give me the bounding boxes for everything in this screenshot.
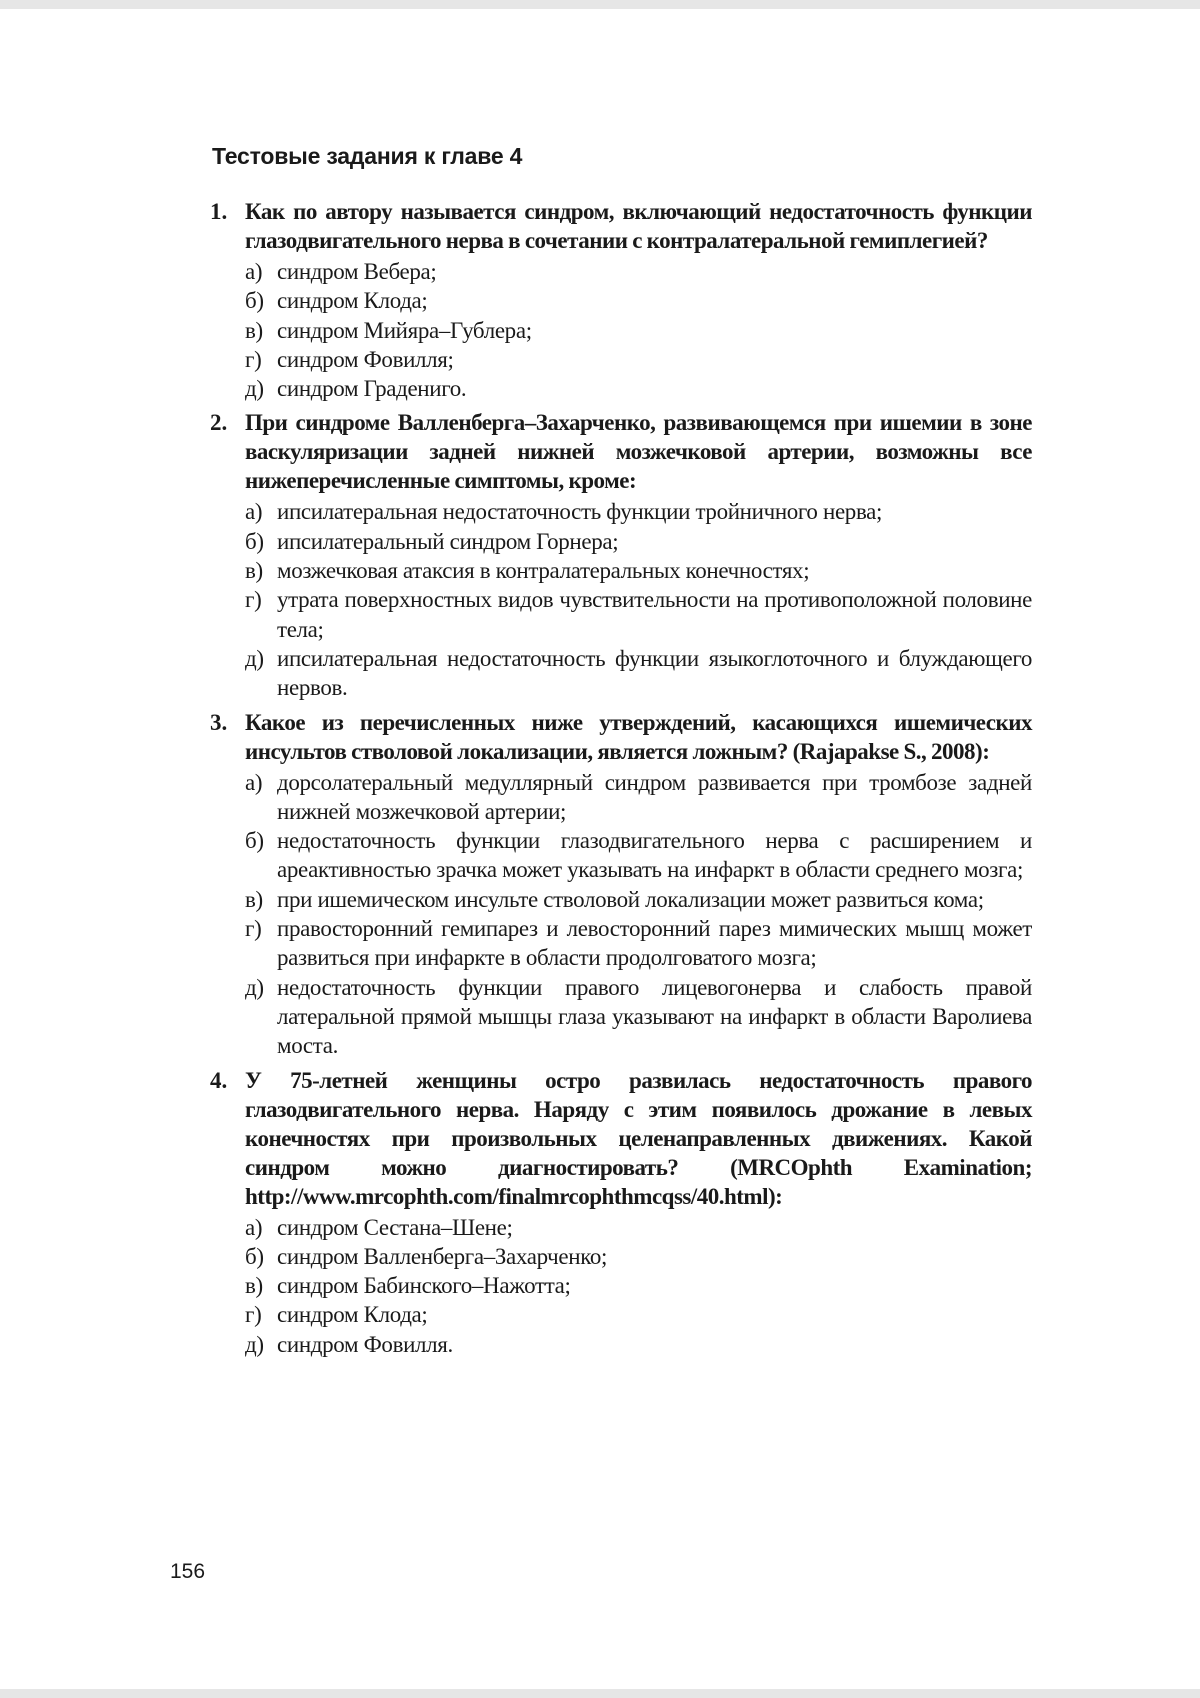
option-letter: а) [245,1214,263,1240]
option-text: синдром Валленберга–Захарченко; [277,1243,608,1269]
option-text: мозжечковая атаксия в контралатеральных конечностях; [277,558,810,584]
option-letter: а) [245,499,263,525]
page-number: 156 [170,1560,206,1583]
option-text: синдром Сестана–Шене; [277,1214,513,1240]
option-text: синдром Бабинского–Нажотта; [277,1273,571,1299]
answer-option [245,374,1032,403]
option-text: синдром Фовилля. [277,1331,453,1357]
answer-option [245,345,1032,374]
page-title: Тестовые задания к главе 4 [212,143,523,169]
option-letter: б) [245,828,264,854]
answer-option [245,973,1032,1061]
answer-option [245,768,1032,827]
question-2 [210,408,1032,702]
option-text: синдром Фовилля; [277,346,454,372]
answer-option [245,527,1032,556]
option-text: синдром Клода; [277,288,428,314]
option-text: при ишемическом инсульте стволовой локализации может развиться кома; [277,886,984,912]
answer-option [245,1300,1032,1329]
question-number: 3. [210,709,228,735]
answer-option [245,316,1032,345]
question-number: 4. [210,1067,228,1093]
question-list [210,197,1032,1364]
option-letter: г) [245,1302,262,1328]
answer-option [245,1271,1032,1300]
option-letter: д) [245,1331,264,1357]
option-letter: в) [245,317,263,343]
option-letter: в) [245,558,263,584]
option-letter: д) [245,645,264,671]
option-letter: г) [245,916,262,942]
answer-option [245,1213,1032,1242]
option-text: синдром Клода; [277,1302,428,1328]
option-text: правосторонний гемипарез и левосторонний парез мимических мышц может развиться при инфаркте в области продолговатого мозга; [277,916,1032,971]
question-text: При синдроме Валленберга–Захарченко, развивающемся при ишемии в зоне васкуляризации задней нижней мозжечковой артерии, возможны все нижеперечисленные симптомы, кроме: [245,410,1032,494]
answer-option [245,497,1032,526]
option-letter: в) [245,886,263,912]
question-3 [210,708,1032,1061]
option-text: ипсилатеральная недостаточность функции тройничного нерва; [277,499,883,525]
page-top-edge [0,0,1200,9]
option-text: утрата поверхностных видов чувствительности на противоположной половине тела; [277,587,1032,642]
answer-options [245,257,1032,403]
answer-option [245,556,1032,585]
question-text: Как по автору называется синдром, включающий недостаточность функции глазодвигательного нерва в сочетании с контралатеральной гемиплегией? [245,199,1032,253]
option-letter: г) [245,346,262,372]
page-bottom-edge [0,1689,1200,1698]
answer-option [245,1242,1032,1271]
option-text: синдром Мийяра–Гублера; [277,317,532,343]
option-text: ипсилатеральная недостаточность функции языкоглоточного и блуждающего нервов. [277,645,1032,701]
question-text: Какое из перечисленных ниже утверждений, касающихся ишемических инсультов стволовой локализации, является ложным? (Rajapakse S., 2008): [245,709,1032,764]
question-text: У 75-летней женщины остро развилась недостаточность правого глазодвигательного нерва. Наряду с этим появилось дрожание в левых конечностях при произвольных целенаправленных движениях. Какой синдром можно диагностировать? (MRCOphth Examination; http://www.mrcophth.com/finalmrcophthmcqss/40.html): [245,1067,1032,1209]
question-number: 1. [210,199,228,224]
option-letter: в) [245,1273,263,1299]
answer-option [245,885,1032,914]
answer-option [245,585,1032,644]
option-letter: б) [245,288,264,314]
answer-options [245,768,1032,1061]
option-letter: д) [245,974,264,1000]
option-letter: д) [245,376,264,402]
answer-option [245,826,1032,885]
answer-options [245,1213,1032,1359]
option-letter: а) [245,769,263,795]
option-text: недостаточность функции правого лицевогонерва и слабость правой латеральной прямой мышцы глаза указывают на инфаркт в области Варолиева моста. [277,974,1032,1059]
question-1 [210,197,1032,403]
option-text: синдром Градениго. [277,376,467,402]
option-text: синдром Вебера; [277,259,437,284]
option-letter: г) [245,587,262,613]
answer-option [245,286,1032,315]
question-number: 2. [210,410,228,436]
answer-option [245,1330,1032,1359]
option-letter: б) [245,1243,264,1269]
option-letter: б) [245,528,264,554]
answer-option [245,257,1032,286]
answer-option [245,914,1032,973]
answer-option [245,644,1032,703]
option-text: ипсилатеральный синдром Горнера; [277,528,619,554]
answer-options [245,497,1032,702]
option-letter: а) [245,259,263,284]
question-4 [210,1066,1032,1359]
option-text: дорсолатеральный медуллярный синдром развивается при тромбозе задней нижней мозжечковой артерии; [277,769,1032,824]
option-text: недостаточность функции глазодвигательного нерва с расширением и ареактивностью зрачка может указывать на инфаркт в области среднего мозга; [277,828,1032,883]
